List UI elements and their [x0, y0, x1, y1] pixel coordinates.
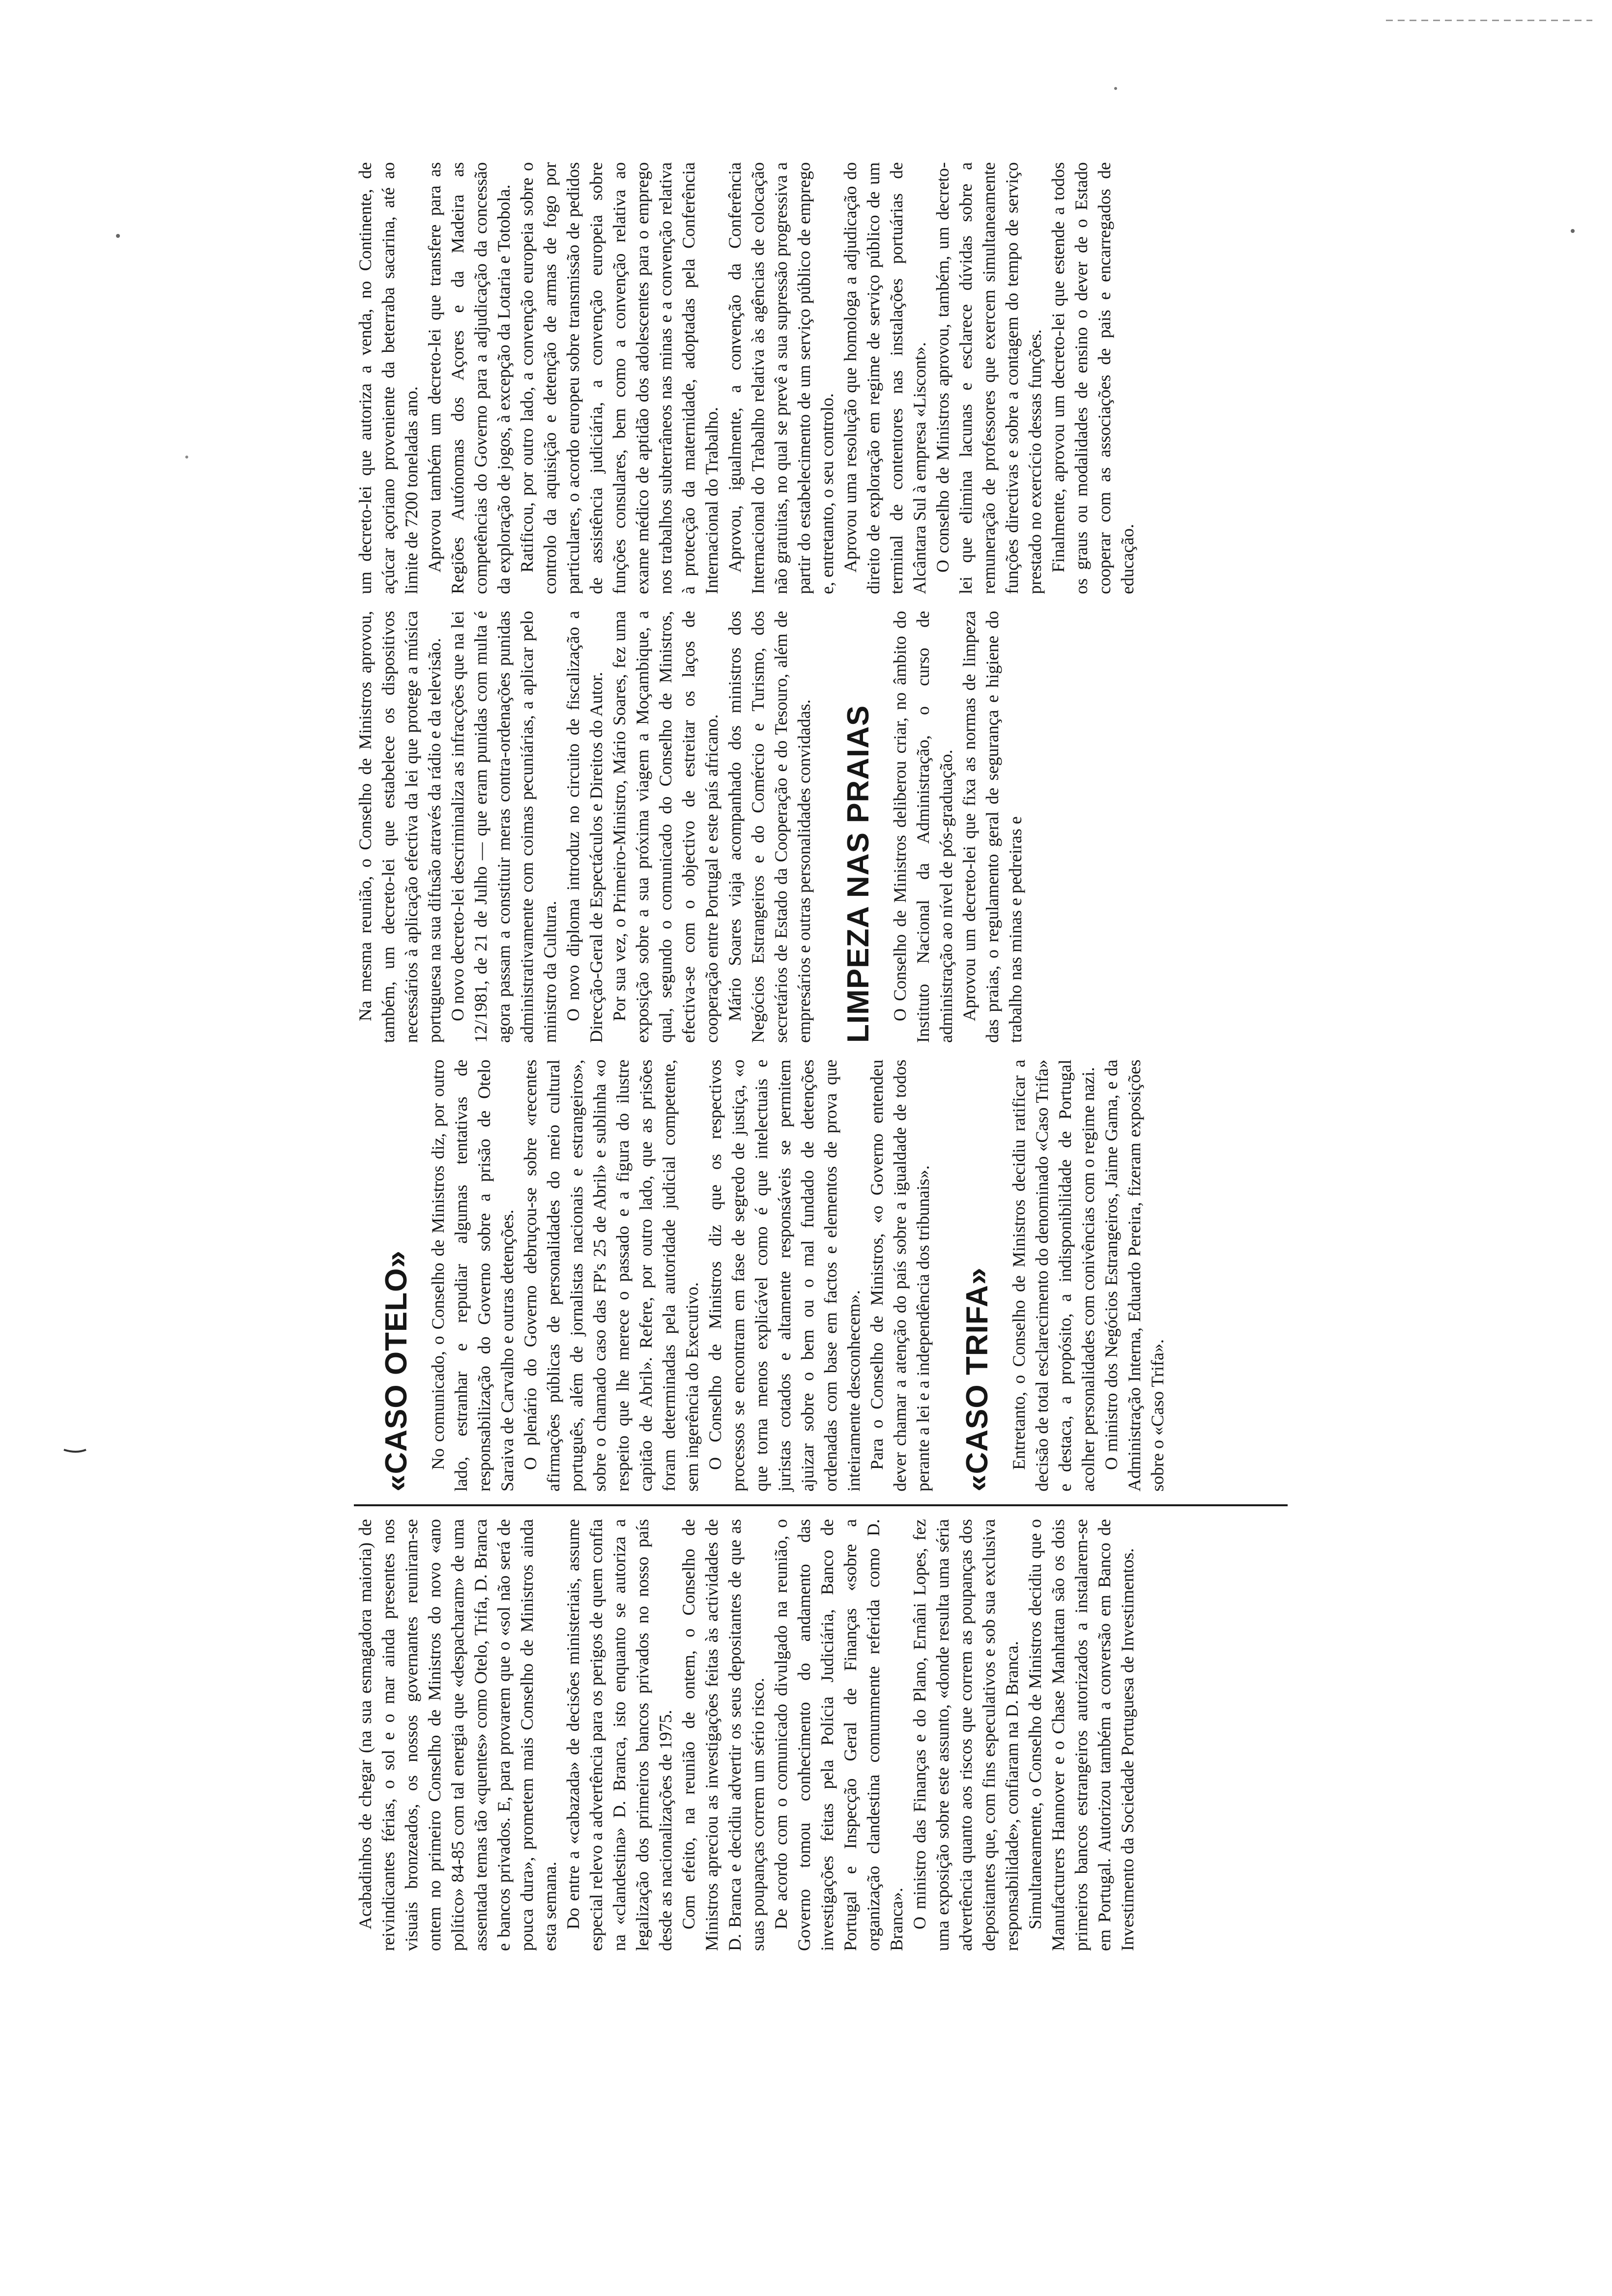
paragraph: Acabadinhos de chegar (na sua esmagadora maioria) de reivindicantes férias, o sol e o mar ainda presentes nos visuais bronzeados, os nossos governantes reuniram-se ontem no primeiro Conselho de Ministros do novo «ano político» 84-85 com tal energia que «despacharam» de uma assentada temas tão «quentes» como Otelo, Trifa, D. Branca e bancos privados. E, para provarem que o «sol não será de pouca dura», prometem mais Conselho de Ministros ainda esta semana. — [355, 1519, 560, 1951]
paragraph: O Conselho de Ministros diz que os respectivos processos se encontram em fase de segredo de justiça, «o que torna menos explicável como é que intelectuais e juristas cotados e altamente responsáveis se permitem ajuizar sobre o bem ou o mal fundado de detenções ordenadas com base em factos e elementos de prova que inteiramente desconhecem». — [705, 1060, 864, 1492]
paragraph: O novo diploma introduz no circuito de fiscalização a Direcção-Geral de Espectáculos e Direitos do Autor. — [563, 611, 606, 1043]
paragraph: Aprovou também um decreto-lei que transfere para as Regiões Autónomas dos Açores e da Madeira as competências do Governo para a adjudicação da concessão da exploração de jogos, à excepção da Lotaria e Totobola. — [425, 162, 514, 594]
paragraph: Ratificou, por outro lado, a convenção europeia sobre o controlo da aquisição e detenção de armas de fogo por particulares, o acordo europeu sobre transmissão de pedidos de assistência judiciária, a convenção europeia sobre funções consulares, bem como a convenção relativa ao exame médico de aptidão dos adolescentes para o emprego nos trabalhos subterrâneos nas minas e a convenção relativa à protecção da maternidade, adoptadas pela Conferência Internacional do Trabalho. — [517, 162, 721, 594]
column-2 — [354, 1060, 1288, 1506]
paragraph: O plenário do Governo debruçou-se sobre «recentes afirmações públicas de personalidades do meio cultural português, além de jornalistas nacionais e estrangeiros», sobre o chamado caso das FP's 25 de Abril» e sublinha «o respeito que lhe merece o passado e a figura do ilustre capitão de Abril». Refere, por outro lado, que as prisões foram determinadas pela autoridade judicial competente, sem ingerência do Executivo. — [520, 1060, 702, 1492]
paragraph: Por sua vez, o Primeiro-Ministro, Mário Soares, fez uma exposição sobre a sua próxima viagem a Moçambique, a qual, segundo o comunicado do Conselho de Ministros, efectiva-se com o objectivo de estreitar os laços de cooperação entre Portugal e este país africano. — [609, 611, 721, 1043]
paragraph: Aprovou uma resolução que homologa a adjudicação do direito de exploração em regime de serviço público de um terminal de contentores nas instalações portuárias de Alcântara Sul à empresa «Liscont». — [840, 162, 929, 594]
paragraph: um decreto-lei que autoriza a venda, no Continente, de açúcar açoriano proveniente da beterraba sacarina, até ao limite de 7200 toneladas ano. — [355, 162, 421, 594]
paragraph: Para o Conselho de Ministros, «o Governo entendeu dever chamar a atenção do país sobre a igualdade de todos perante a lei e a independência dos tribunais». — [867, 1060, 933, 1492]
paragraph: No comunicado, o Conselho de Ministros diz, por outro lado, estranhar e repudiar algumas tentativas de responsabilização do Governo sobre a prisão de Otelo Saraiva de Carvalho e outras detenções. — [428, 1060, 517, 1492]
column-4 — [354, 162, 1288, 594]
scan-edge-dash — [1386, 20, 1592, 21]
paragraph: O ministro dos Negócios Estrangeiros, Jaime Gama, e da Administração Interna, Eduardo Pereira, fizeram exposições sobre o «Caso Trifa». — [1101, 1060, 1167, 1492]
paragraph: Aprovou, igualmente, a convenção da Conferência Internacional do Trabalho relativa às agências de colocação não gratuitas, no qual se prevê a sua supressão progressiva a partir do estabelecimento de um serviço público de emprego e, entretanto, o seu controlo. — [725, 162, 837, 594]
paragraph: Simultaneamente, o Conselho de Ministros decidiu que o Manufacturers Hannover e o Chase Manhattan são os dois primeiros bancos estrangeiros autorizados a instalarem-se em Portugal. Autorizou também a conversão em Banco de Investimento da Sociedade Portuguesa de Investimentos. — [1025, 1519, 1137, 1951]
heading-caso-otelo: «CASO OTELO» — [379, 1250, 413, 1492]
column-3 — [354, 611, 1288, 1043]
paragraph: Finalmente, aprovou um decreto-lei que estende a todos os graus ou modalidades de ensino o dever de o Estado cooperar com as associações de pais e encarregados de educação. — [1048, 162, 1137, 594]
paragraph: O novo decreto-lei descriminaliza as infracções que na lei 12/1981, de 21 de Julho — que eram punidas com multa é agora passam a constituir meras contra-ordenações punidas administrativamente com coimas pecuniárias, a aplicar pelo ministro da Cultura. — [448, 611, 560, 1043]
newspaper-clipping — [354, 162, 1288, 1951]
paragraph: De acordo com o comunicado divulgado na reunião, o Governo tomou conhecimento do andamento das investigações feitas pela Polícia Judiciária, Banco de Portugal e Inspecção Geral de Finanças «sobre a organização clandestina comummente referida como D. Branca». — [771, 1519, 906, 1951]
paragraph: O Conselho de Ministros deliberou criar, no âmbito do Instituto Nacional da Administração, o curso de administração ao nível de pós-graduação. — [890, 611, 956, 1043]
paragraph: O ministro das Finanças e do Plano, Ernâni Lopes, fez uma exposição sobre este assunto, «donde resulta uma séria advertência quanto aos riscos que correm as poupanças dos depositantes que, com fins especulativos e sob sua exclusiva responsabilidade», confiaram na D. Branca. — [910, 1519, 1022, 1951]
column-1 — [354, 1519, 1288, 1951]
paragraph: Mário Soares viaja acompanhado dos ministros dos Negócios Estrangeiros e do Comércio e Turismo, dos secretários de Estado da Cooperação e do Tesouro, além de empresários e outras personalidades convidadas. — [725, 611, 814, 1043]
paragraph: Do entre a «cabazada» de decisões ministeriais, assume especial relevo a advertência para os perigos de quem confia na «clandestina» D. Branca, isto enquanto se autoriza a legalização dos primeiros bancos privados no nosso país desde as nacionalizações de 1975. — [563, 1519, 675, 1951]
paragraph: Com efeito, na reunião de ontem, o Conselho de Ministros apreciou as investigações feitas às actividades de D. Branca e decidiu advertir os seus depositantes de que as suas poupanças correm um sério risco. — [679, 1519, 768, 1951]
paragraph: Na mesma reunião, o Conselho de Ministros aprovou, também, um decreto-lei que estabelece os dispositivos necessários à aplicação efectiva da lei que protege a música portuguesa na sua difusão através da rádio e da televisão. — [355, 611, 444, 1043]
paragraph: Aprovou um decreto-lei que fixa as normas de limpeza das praias, o regulamento geral de segurança e higiene do trabalho nas minas e pedreiras e — [959, 611, 1025, 1043]
paragraph: Entretanto, o Conselho de Ministros decidiu ratificar a decisão de total esclarecimento do denominado «Caso Trifa» e destaca, a propósito, a indisponibilidade de Portugal acolher personalidades com conivências com o regime nazi. — [1009, 1060, 1098, 1492]
paragraph: O conselho de Ministros aprovou, também, um decreto-lei que elimina lacunas e esclarece dúvidas sobre a remuneração de professores que exercem simultaneamente funções directivas e sobre a contagem do tempo de serviço prestado no exercício dessas funções. — [933, 162, 1045, 594]
heading-caso-trifa: «CASO TRIFA» — [960, 1267, 994, 1492]
heading-limpeza-nas-praias: LIMPEZA NAS PRAIAS — [841, 705, 875, 1043]
